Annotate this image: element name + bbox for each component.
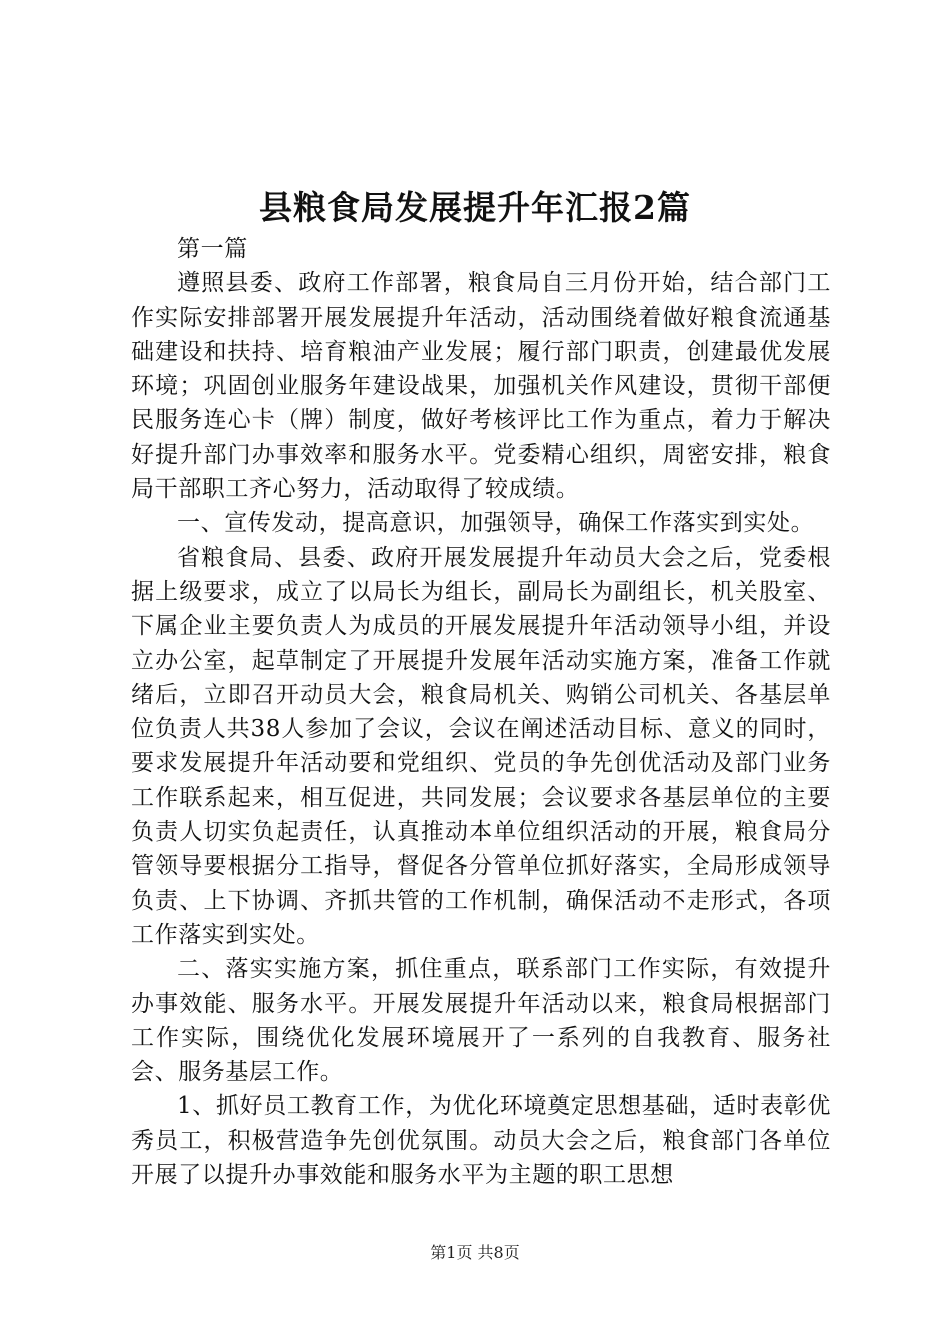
body-paragraph: 一、宣传发动，提高意识，加强领导，确保工作落实到实处。 [177,510,815,537]
document-title: 县粮食局发展提升年汇报2篇 [259,188,691,227]
body-paragraph: 省粮食局、县委、政府开展发展提升年动员大会之后，党委根据上级要求，成立了以局长为组长，副局长为副组长，机关股室、下属企业主要负责人为成员的开展发展提升年活动领导小组，并设立办公室，起草制定了开展提升发展年活动实施方案，准备工作就绪后，立即召开动员大会，粮食局机关、购销公司机关、各基层单位负责人共38人参加了会议，会议在阐述活动目标、意义的同时，要求发展提升年活动要和党组织、党员的争先创优活动及部门业务工作联系起来，相互促进，共同发展；会议要求各基层单位的主要负责人切实负起责任，认真推动本单位组织活动的开展，粮食局分管领导要根据分工指导，督促各分管单位抓好落实，全局形成领导负责、上下协调、齐抓共管的工作机制，确保活动不走形式，各项工作落实到实处。 [131,544,831,948]
document-body [131,232,831,1192]
body-paragraph: 二、落实实施方案，抓住重点，联系部门工作实际，有效提升办事效能、服务水平。开展发展提升年活动以来，粮食局根据部门工作实际，围绕优化发展环境展开了一系列的自我教育、服务社会、服务基层工作。 [131,956,831,1086]
section-heading: 第一篇 [177,236,248,262]
page-footer: 第1页 共8页 [430,1243,520,1262]
body-paragraph: 1、抓好员工教育工作，为优化环境奠定思想基础，适时表彰优秀员工，积极营造争先创优氛围。动员大会之后，粮食部门各单位开展了以提升办事效能和服务水平为主题的职工思想 [131,1093,831,1189]
body-paragraph: 遵照县委、政府工作部署，粮食局自三月份开始，结合部门工作实际安排部署开展发展提升年活动，活动围绕着做好粮食流通基础建设和扶持、培育粮油产业发展；履行部门职责，创建最优发展环境；巩固创业服务年建设战果，加强机关作风建设，贯彻干部便民服务连心卡（牌）制度，做好考核评比工作为重点，着力于解决好提升部门办事效率和服务水平。党委精心组织，周密安排，粮食局干部职工齐心努力，活动取得了较成绩。 [131,270,831,503]
